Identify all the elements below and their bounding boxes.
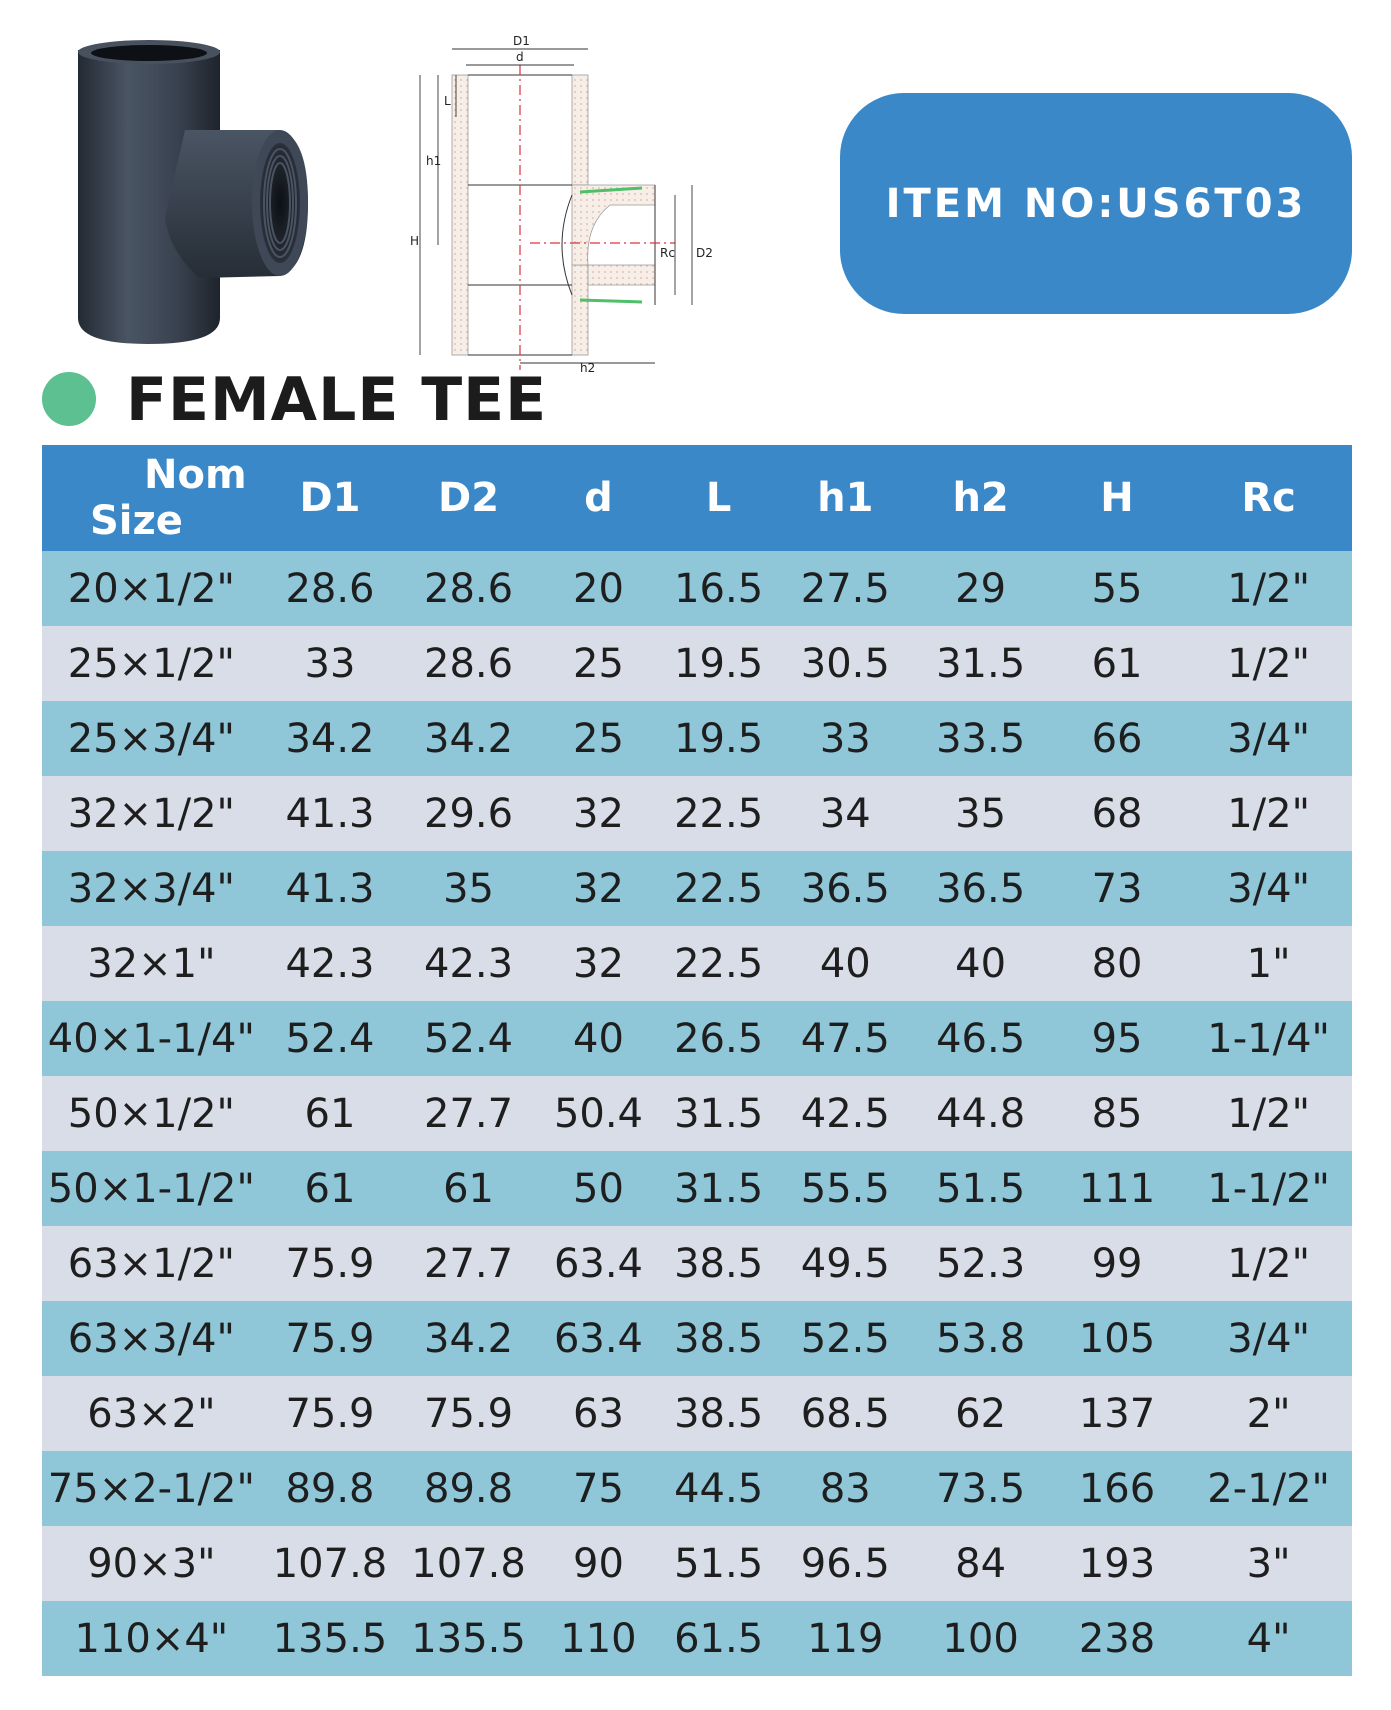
table-cell: 36.5 xyxy=(912,851,1048,926)
table-cell: 85 xyxy=(1049,1076,1185,1151)
nom-size-cell: 32×1/2" xyxy=(42,776,261,851)
table-cell: 100 xyxy=(912,1601,1048,1676)
table-cell: 40 xyxy=(538,1001,659,1076)
table-row xyxy=(42,1226,1352,1301)
table-cell: 75.9 xyxy=(261,1226,400,1301)
table-cell: 107.8 xyxy=(261,1526,400,1601)
table-cell: 137 xyxy=(1049,1376,1185,1451)
nom-size-cell: 32×1" xyxy=(42,926,261,1001)
table-cell: 80 xyxy=(1049,926,1185,1001)
header-nom-line: Nom xyxy=(144,452,247,498)
table-cell: 34.2 xyxy=(399,1301,538,1376)
table-row xyxy=(42,851,1352,926)
table-cell: 68 xyxy=(1049,776,1185,851)
nom-size-cell: 40×1-1/4" xyxy=(42,1001,261,1076)
table-cell: 75.9 xyxy=(261,1301,400,1376)
header-cell: D1 xyxy=(261,445,400,551)
dim-label-D2: D2 xyxy=(696,246,713,260)
table-cell: 32 xyxy=(538,776,659,851)
table-cell: 1" xyxy=(1185,926,1352,1001)
table-cell: 51.5 xyxy=(659,1526,778,1601)
table-cell: 32 xyxy=(538,926,659,1001)
table-cell: 51.5 xyxy=(912,1151,1048,1226)
table-cell: 31.5 xyxy=(912,626,1048,701)
table-cell: 28.6 xyxy=(399,626,538,701)
table-cell: 33 xyxy=(261,626,400,701)
dim-label-d: d xyxy=(516,50,524,64)
item-number-badge xyxy=(840,93,1352,314)
table-cell: 61 xyxy=(261,1076,400,1151)
table-cell: 193 xyxy=(1049,1526,1185,1601)
table-header-row xyxy=(42,445,1352,551)
title-dot-icon xyxy=(42,372,96,426)
table-cell: 32 xyxy=(538,851,659,926)
table-cell: 3/4" xyxy=(1185,851,1352,926)
header-cell: L xyxy=(659,445,778,551)
table-cell: 62 xyxy=(912,1376,1048,1451)
table-cell: 29 xyxy=(912,551,1048,626)
dim-label-H: H xyxy=(410,234,420,248)
table-cell: 83 xyxy=(778,1451,912,1526)
table-cell: 34.2 xyxy=(261,701,400,776)
table-row xyxy=(42,1376,1352,1451)
nom-size-cell: 25×3/4" xyxy=(42,701,261,776)
table-cell: 22.5 xyxy=(659,926,778,1001)
dim-label-Rc: Rc xyxy=(660,246,675,260)
nom-size-cell: 63×3/4" xyxy=(42,1301,261,1376)
table-cell: 27.7 xyxy=(399,1076,538,1151)
table-cell: 42.5 xyxy=(778,1076,912,1151)
table-row xyxy=(42,1301,1352,1376)
table-cell: 40 xyxy=(778,926,912,1001)
table-row xyxy=(42,701,1352,776)
table-cell: 119 xyxy=(778,1601,912,1676)
table-cell: 16.5 xyxy=(659,551,778,626)
specifications-table xyxy=(42,445,1352,1676)
nom-size-cell: 20×1/2" xyxy=(42,551,261,626)
table-cell: 63.4 xyxy=(538,1226,659,1301)
table-cell: 49.5 xyxy=(778,1226,912,1301)
header-cell: Rc xyxy=(1185,445,1352,551)
table-cell: 47.5 xyxy=(778,1001,912,1076)
header-cell: D2 xyxy=(399,445,538,551)
table-cell: 105 xyxy=(1049,1301,1185,1376)
table-cell: 166 xyxy=(1049,1451,1185,1526)
page-title: FEMALE TEE xyxy=(126,365,548,435)
nom-size-cell: 63×2" xyxy=(42,1376,261,1451)
table-cell: 61 xyxy=(399,1151,538,1226)
table-cell: 36.5 xyxy=(778,851,912,926)
table-cell: 63 xyxy=(538,1376,659,1451)
table-cell: 110 xyxy=(538,1601,659,1676)
table-cell: 33 xyxy=(778,701,912,776)
table-cell: 20 xyxy=(538,551,659,626)
table-cell: 30.5 xyxy=(778,626,912,701)
table-cell: 52.3 xyxy=(912,1226,1048,1301)
table-cell: 52.4 xyxy=(399,1001,538,1076)
table-cell: 238 xyxy=(1049,1601,1185,1676)
table-cell: 22.5 xyxy=(659,776,778,851)
nom-size-cell: 50×1-1/2" xyxy=(42,1151,261,1226)
table-cell: 52.4 xyxy=(261,1001,400,1076)
table-row xyxy=(42,1601,1352,1676)
table-cell: 38.5 xyxy=(659,1226,778,1301)
table-cell: 1/2" xyxy=(1185,1076,1352,1151)
table-cell: 73.5 xyxy=(912,1451,1048,1526)
table-cell: 26.5 xyxy=(659,1001,778,1076)
table-cell: 33.5 xyxy=(912,701,1048,776)
table-row xyxy=(42,926,1352,1001)
technical-drawing xyxy=(410,35,770,375)
table-cell: 1/2" xyxy=(1185,776,1352,851)
table-cell: 31.5 xyxy=(659,1151,778,1226)
table-row xyxy=(42,626,1352,701)
table-cell: 2-1/2" xyxy=(1185,1451,1352,1526)
table-cell: 4" xyxy=(1185,1601,1352,1676)
table-cell: 61 xyxy=(1049,626,1185,701)
table-cell: 34.2 xyxy=(399,701,538,776)
table-cell: 90 xyxy=(538,1526,659,1601)
table-cell: 68.5 xyxy=(778,1376,912,1451)
nom-size-cell: 25×1/2" xyxy=(42,626,261,701)
header-cell: d xyxy=(538,445,659,551)
table-cell: 66 xyxy=(1049,701,1185,776)
table-row xyxy=(42,1526,1352,1601)
table-cell: 22.5 xyxy=(659,851,778,926)
table-row xyxy=(42,1151,1352,1226)
nom-size-cell: 50×1/2" xyxy=(42,1076,261,1151)
table-cell: 38.5 xyxy=(659,1376,778,1451)
table-cell: 1/2" xyxy=(1185,551,1352,626)
table-cell: 1-1/2" xyxy=(1185,1151,1352,1226)
table-cell: 111 xyxy=(1049,1151,1185,1226)
table-cell: 50 xyxy=(538,1151,659,1226)
dim-label-L: L xyxy=(444,94,451,108)
table-cell: 35 xyxy=(912,776,1048,851)
table-cell: 19.5 xyxy=(659,701,778,776)
table-cell: 61.5 xyxy=(659,1601,778,1676)
header-nom-size xyxy=(42,445,261,551)
item-number-text: ITEM NO:US6T03 xyxy=(885,180,1307,227)
table-cell: 55 xyxy=(1049,551,1185,626)
table-cell: 44.8 xyxy=(912,1076,1048,1151)
table-cell: 84 xyxy=(912,1526,1048,1601)
table-cell: 25 xyxy=(538,626,659,701)
table-cell: 89.8 xyxy=(399,1451,538,1526)
table-cell: 75.9 xyxy=(261,1376,400,1451)
table-row xyxy=(42,551,1352,626)
header-cell: H xyxy=(1049,445,1185,551)
table-cell: 2" xyxy=(1185,1376,1352,1451)
table-cell: 19.5 xyxy=(659,626,778,701)
table-cell: 1/2" xyxy=(1185,1226,1352,1301)
table-cell: 73 xyxy=(1049,851,1185,926)
header-cell: h1 xyxy=(778,445,912,551)
table-cell: 28.6 xyxy=(261,551,400,626)
table-row xyxy=(42,776,1352,851)
table-cell: 42.3 xyxy=(261,926,400,1001)
table-cell: 41.3 xyxy=(261,776,400,851)
table-cell: 1-1/4" xyxy=(1185,1001,1352,1076)
table-cell: 50.4 xyxy=(538,1076,659,1151)
table-cell: 28.6 xyxy=(399,551,538,626)
header-size-line: Size xyxy=(90,498,183,544)
nom-size-cell: 63×1/2" xyxy=(42,1226,261,1301)
table-cell: 95 xyxy=(1049,1001,1185,1076)
table-cell: 107.8 xyxy=(399,1526,538,1601)
table-cell: 55.5 xyxy=(778,1151,912,1226)
dim-label-D1: D1 xyxy=(513,35,530,48)
header-cell: h2 xyxy=(912,445,1048,551)
table-cell: 3/4" xyxy=(1185,1301,1352,1376)
product-photo xyxy=(70,38,320,348)
table-cell: 52.5 xyxy=(778,1301,912,1376)
table-cell: 63.4 xyxy=(538,1301,659,1376)
table-cell: 135.5 xyxy=(261,1601,400,1676)
table-cell: 29.6 xyxy=(399,776,538,851)
dim-label-h1: h1 xyxy=(426,154,442,168)
table-cell: 61 xyxy=(261,1151,400,1226)
table-cell: 3" xyxy=(1185,1526,1352,1601)
table-cell: 89.8 xyxy=(261,1451,400,1526)
table-cell: 31.5 xyxy=(659,1076,778,1151)
table-cell: 46.5 xyxy=(912,1001,1048,1076)
table-row xyxy=(42,1001,1352,1076)
table-cell: 38.5 xyxy=(659,1301,778,1376)
table-cell: 44.5 xyxy=(659,1451,778,1526)
nom-size-cell: 110×4" xyxy=(42,1601,261,1676)
table-cell: 35 xyxy=(399,851,538,926)
table-cell: 96.5 xyxy=(778,1526,912,1601)
table-cell: 75 xyxy=(538,1451,659,1526)
table-cell: 25 xyxy=(538,701,659,776)
table-row xyxy=(42,1451,1352,1526)
table-row xyxy=(42,1076,1352,1151)
table-cell: 27.5 xyxy=(778,551,912,626)
table-cell: 75.9 xyxy=(399,1376,538,1451)
nom-size-cell: 75×2-1/2" xyxy=(42,1451,261,1526)
table-cell: 135.5 xyxy=(399,1601,538,1676)
nom-size-cell: 32×3/4" xyxy=(42,851,261,926)
table-cell: 3/4" xyxy=(1185,701,1352,776)
table-cell: 41.3 xyxy=(261,851,400,926)
table-cell: 1/2" xyxy=(1185,626,1352,701)
dim-label-h2: h2 xyxy=(580,361,596,375)
table-cell: 99 xyxy=(1049,1226,1185,1301)
table-cell: 27.7 xyxy=(399,1226,538,1301)
table-cell: 34 xyxy=(778,776,912,851)
table-cell: 53.8 xyxy=(912,1301,1048,1376)
nom-size-cell: 90×3" xyxy=(42,1526,261,1601)
table-cell: 40 xyxy=(912,926,1048,1001)
table-cell: 42.3 xyxy=(399,926,538,1001)
